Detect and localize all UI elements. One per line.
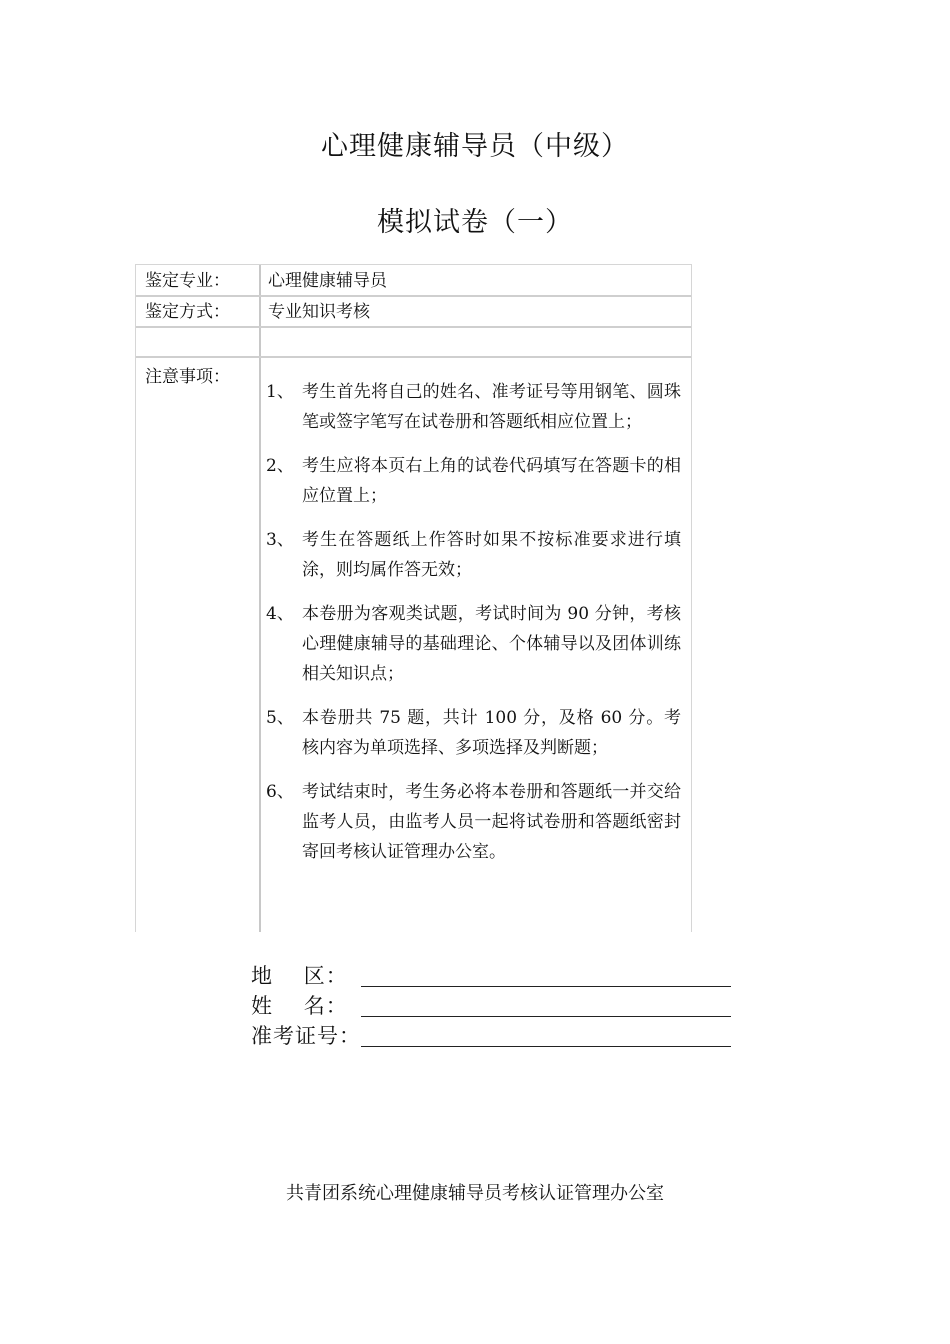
note-text: 考生在答题纸上作答时如果不按标准要求进行填涂，则均属作答无效； — [302, 530, 681, 580]
list-item — [266, 451, 681, 511]
exam-id-label: 准考证号： — [251, 1024, 361, 1048]
note-text: 考试结束时，考生务必将本卷册和答题纸一并交给监考人员，由监考人员一起将试卷册和答题纸密封寄回考核认证管理办公室。 — [302, 782, 681, 862]
name-blank[interactable] — [361, 1016, 731, 1017]
page-title: 心理健康辅导员（中级） — [321, 131, 629, 162]
major-label: 鉴定专业： — [145, 271, 230, 291]
list-item — [266, 777, 681, 867]
note-number: 4、 — [266, 604, 294, 624]
row-divider — [136, 326, 691, 328]
region-label: 地 区： — [251, 964, 348, 988]
note-number: 3、 — [266, 530, 294, 550]
note-text: 考生应将本页右上角的试卷代码填写在答题卡的相应位置上； — [302, 456, 681, 506]
row-divider — [136, 295, 691, 297]
notes-label: 注意事项： — [145, 367, 230, 387]
method-value: 专业知识考核 — [268, 302, 370, 322]
note-number: 1、 — [266, 382, 294, 402]
name-label: 姓 名： — [251, 994, 348, 1018]
list-item — [266, 377, 681, 437]
notes-list — [266, 377, 681, 881]
column-divider — [259, 265, 261, 932]
note-text: 考生首先将自己的姓名、准考证号等用钢笔、圆珠笔或签字笔写在试卷册和答题纸相应位置上； — [302, 382, 681, 432]
exam-id-blank[interactable] — [361, 1046, 731, 1047]
method-label: 鉴定方式： — [145, 302, 230, 322]
footer-org: 共青团系统心理健康辅导员考核认证管理办公室 — [286, 1183, 664, 1204]
name-field[interactable] — [251, 990, 731, 1020]
note-number: 5、 — [266, 708, 294, 728]
info-table — [135, 264, 692, 932]
row-divider — [136, 356, 691, 358]
region-field[interactable] — [251, 960, 731, 990]
note-number: 6、 — [266, 782, 294, 802]
list-item — [266, 525, 681, 585]
page-subtitle: 模拟试卷（一） — [377, 207, 573, 238]
exam-id-field[interactable] — [251, 1020, 731, 1050]
note-text: 本卷册为客观类试题，考试时间为 90 分钟，考核心理健康辅导的基础理论、个体辅导以及团体训练相关知识点； — [302, 604, 681, 684]
major-value: 心理健康辅导员 — [268, 271, 387, 291]
region-blank[interactable] — [361, 986, 731, 987]
list-item — [266, 703, 681, 763]
note-text: 本卷册共 75 题，共计 100 分，及格 60 分。考核内容为单项选择、多项选择及判断题； — [302, 708, 681, 758]
note-number: 2、 — [266, 456, 294, 476]
list-item — [266, 599, 681, 689]
